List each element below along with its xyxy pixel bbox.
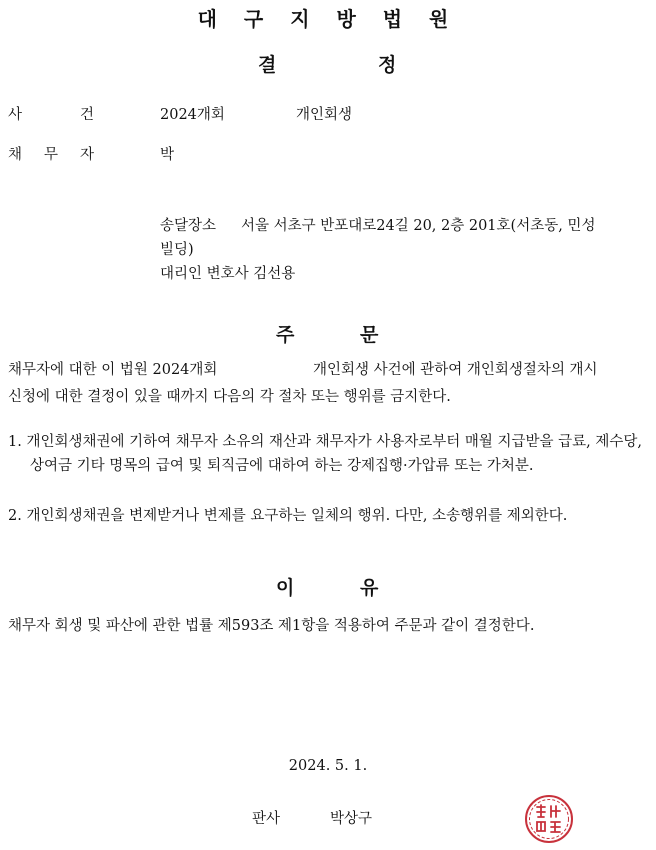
debtor-label-char-1: 채 xyxy=(8,147,23,163)
reason-text: 채무자 회생 및 파산에 관한 법률 제593조 제1항을 적용하여 주문과 같이 결정한다. xyxy=(8,618,535,634)
judge-name: 박상구 xyxy=(330,811,373,827)
case-type: 개인회생 xyxy=(296,107,353,123)
order-heading-second: 문 xyxy=(360,324,379,346)
order-item-1: 1. 개인회생채권에 기하여 채무자 소유의 재산과 채무자가 사용자로부터 매월 지급받을 급료, 제수당, 상여금 기타 명목의 급여 및 퇴직금에 대하여 하는 강제집행·가압류 또는 가처분. xyxy=(8,434,643,474)
document-title-second: 정 xyxy=(378,54,397,76)
decision-date: 2024. 5. 1. xyxy=(288,758,368,774)
debtor-name: 박 xyxy=(160,147,175,163)
case-number: 2024개회 xyxy=(160,107,225,123)
order-intro-part-2: 개인회생 사건에 관하여 개인회생절차의 개시 xyxy=(313,362,598,378)
court-name: 대 구 지 방 법 원 xyxy=(197,7,459,31)
document-title-first: 결 xyxy=(258,54,277,76)
service-address-line-2: 빌딩) xyxy=(160,242,194,258)
legal-agent: 대리인 변호사 김선용 xyxy=(160,266,296,282)
order-intro-line-2: 신청에 대한 결정이 있을 때까지 다음의 각 절차 또는 행위를 금지한다. xyxy=(8,389,451,405)
debtor-label-char-3: 자 xyxy=(80,147,95,163)
case-label-char-1: 사 xyxy=(8,107,23,123)
reason-heading-first: 이 xyxy=(276,577,295,599)
order-heading-first: 주 xyxy=(276,324,295,346)
service-address-label: 송달장소 xyxy=(160,218,217,234)
judge-seal-stamp xyxy=(523,793,575,845)
order-intro-part-1: 채무자에 대한 이 법원 2024개회 xyxy=(8,362,218,378)
order-item-2: 2. 개인회생채권을 변제받거나 변제를 요구하는 일체의 행위. 다만, 소송행위를 제외한다. xyxy=(8,508,568,524)
debtor-label-char-2: 무 xyxy=(44,147,59,163)
case-label-char-2: 건 xyxy=(80,107,95,123)
service-address-line-1: 서울 서초구 반포대로24길 20, 2층 201호(서초동, 민성 xyxy=(241,218,596,234)
reason-heading-second: 유 xyxy=(360,577,379,599)
judge-title: 판사 xyxy=(252,811,281,827)
